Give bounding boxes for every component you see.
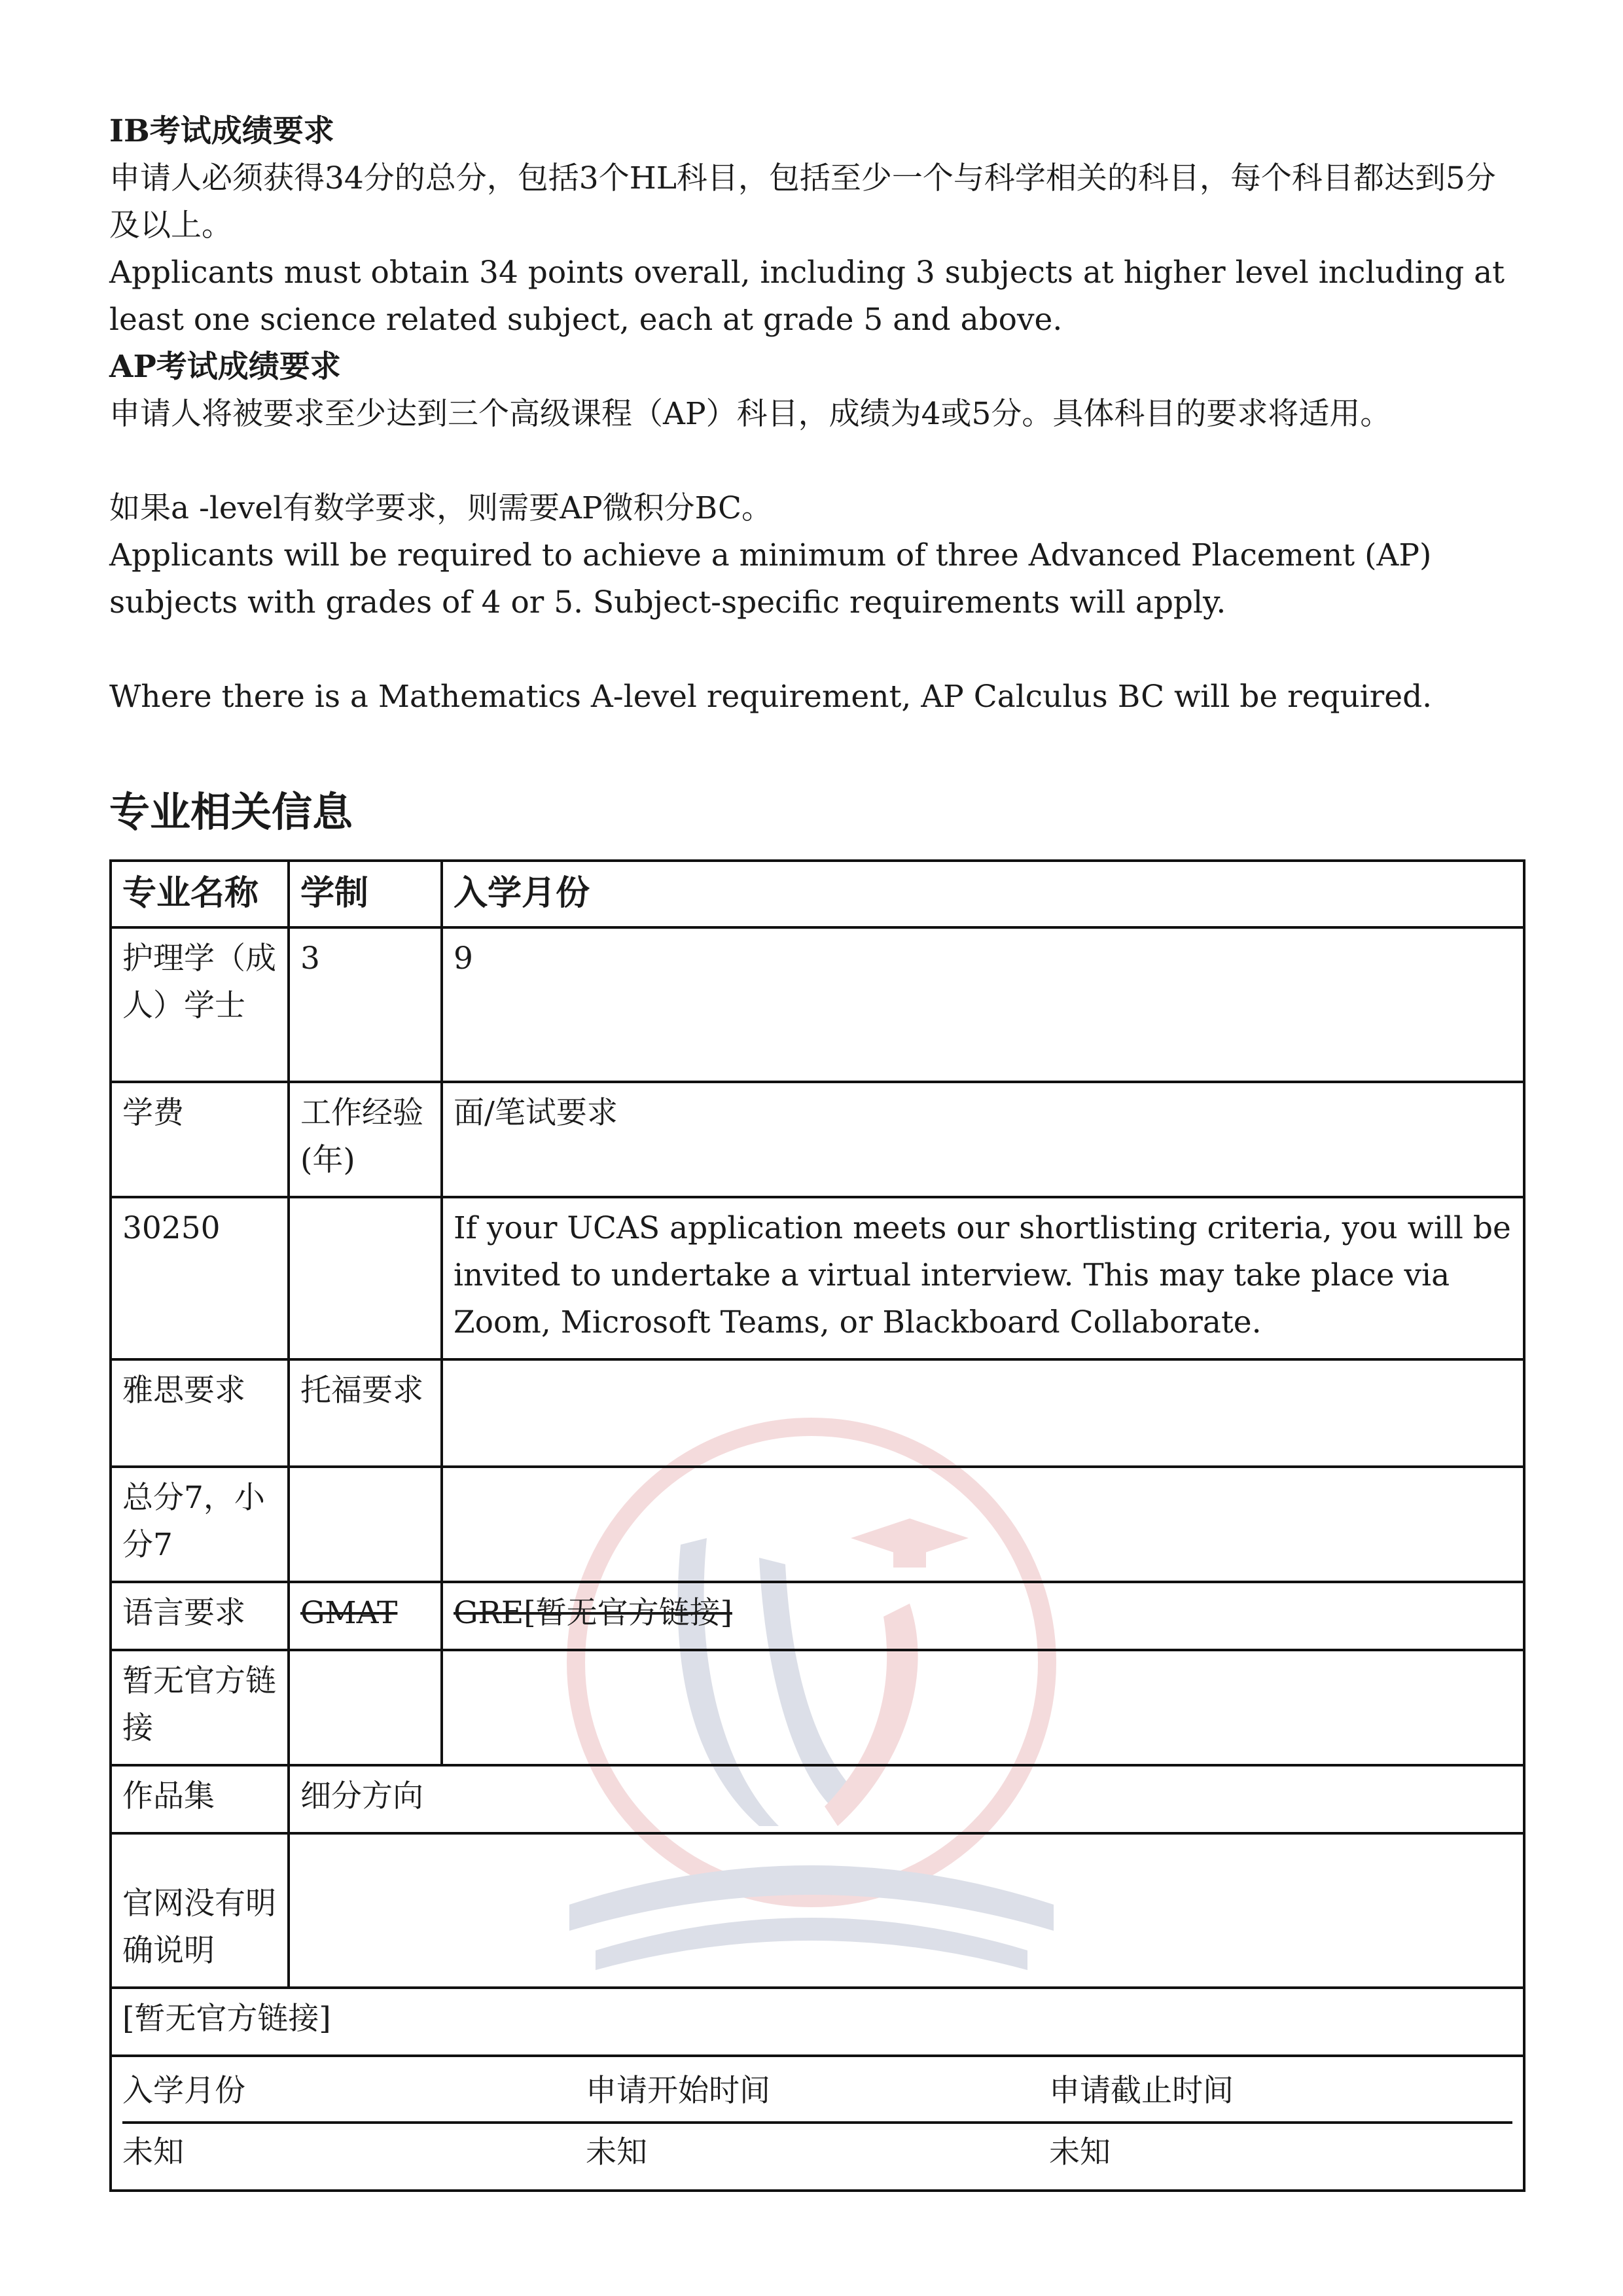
- tuition-value: 30250: [111, 1197, 289, 1359]
- portfolio-value: 官网没有明确说明: [111, 1833, 289, 1988]
- table-row: [111, 927, 1524, 1082]
- toefl-value: [289, 1467, 442, 1582]
- header-intake: 入学月份: [442, 861, 1524, 927]
- label-interview: 面/笔试要求: [442, 1082, 1524, 1197]
- dates-header-end: 申请截止时间: [1049, 2062, 1512, 2123]
- application-dates-table: [122, 2062, 1512, 2183]
- program-intake: 9: [442, 927, 1524, 1082]
- ib-requirement-en: Applicants must obtain 34 points overall, including 3 subjects at higher level including at least one science related subject, each at grade 5 and above.: [109, 255, 1505, 338]
- program-name: 护理学（成人）学士: [111, 927, 289, 1082]
- dates-end-value: 未知: [1049, 2134, 1111, 2170]
- ielts-value: 总分7，小分7: [111, 1467, 289, 1582]
- table-row: [111, 1833, 1524, 1988]
- table-row: [122, 2062, 1512, 2123]
- label-work-experience: 工作经验(年): [289, 1082, 442, 1197]
- table-row: [111, 1082, 1524, 1197]
- dates-header-start: 申请开始时间: [586, 2062, 1049, 2123]
- label-gmat: GMAT: [289, 1582, 442, 1650]
- label-portfolio: 作品集: [111, 1765, 289, 1833]
- table-row: [122, 2123, 1512, 2183]
- ib-requirement-zh: 申请人必须获得34分的总分，包括3个HL科目，包括至少一个与科学相关的科目，每个科目都达到5分及以上。: [109, 160, 1496, 243]
- ib-heading: IB考试成绩要求: [109, 113, 334, 149]
- table-row: [111, 1765, 1524, 1833]
- ap-requirement-en-1: Applicants will be required to achieve a minimum of three Advanced Placement (AP) subjects with grades of 4 or 5. Subject-specific requirements will apply.: [109, 537, 1432, 620]
- program-duration: 3: [289, 927, 442, 1082]
- ap-heading: AP考试成绩要求: [109, 349, 341, 385]
- label-gre: GRE[暂无官方链接]: [442, 1582, 1524, 1650]
- label-toefl: 托福要求: [289, 1359, 442, 1467]
- application-dates-cell: [111, 2056, 1524, 2191]
- table-row: [111, 1197, 1524, 1359]
- program-info-table: [109, 859, 1525, 2192]
- interview-value: If your UCAS application meets our shortlisting criteria, you will be invited to undertake a virtual interview. This may take place via Zoom, Microsoft Teams, or Blackboard Collaborate.: [442, 1197, 1524, 1359]
- header-duration: 学制: [289, 861, 442, 927]
- ap-requirement-en-2: Where there is a Mathematics A-level requirement, AP Calculus BC will be required.: [109, 679, 1433, 715]
- table-row: [111, 1582, 1524, 1650]
- header-program-name: 专业名称: [111, 861, 289, 927]
- language-value: 暂无官方链接: [111, 1650, 289, 1765]
- table-row: [111, 861, 1524, 927]
- label-direction: 细分方向: [289, 1765, 1524, 1833]
- ap-requirement-zh-2: 如果a -level有数学要求，则需要AP微积分BC。: [109, 490, 773, 526]
- label-ielts: 雅思要求: [111, 1359, 289, 1467]
- table-row: [111, 1467, 1524, 1582]
- gre-value: [442, 1650, 1524, 1765]
- section-title: 专业相关信息: [109, 788, 353, 836]
- work-experience-value: [289, 1197, 442, 1359]
- official-link: [暂无官方链接]: [111, 1988, 1524, 2056]
- dates-header-intake: 入学月份: [122, 2062, 586, 2123]
- gmat-value: [289, 1650, 442, 1765]
- table-row: [111, 1650, 1524, 1765]
- dates-intake-value: 未知: [122, 2134, 184, 2170]
- empty-cell: [442, 1467, 1524, 1582]
- table-row: [111, 2056, 1524, 2191]
- table-row: [111, 1359, 1524, 1467]
- document-page: [109, 108, 1523, 2192]
- table-row: [111, 1988, 1524, 2056]
- dates-start-value: 未知: [586, 2134, 647, 2170]
- ap-requirement-zh-1: 申请人将被要求至少达到三个高级课程（AP）科目，成绩为4或5分。具体科目的要求将适用。: [109, 396, 1391, 432]
- empty-cell: [442, 1359, 1524, 1467]
- label-language: 语言要求: [111, 1582, 289, 1650]
- label-tuition: 学费: [111, 1082, 289, 1197]
- direction-value: [289, 1833, 1524, 1988]
